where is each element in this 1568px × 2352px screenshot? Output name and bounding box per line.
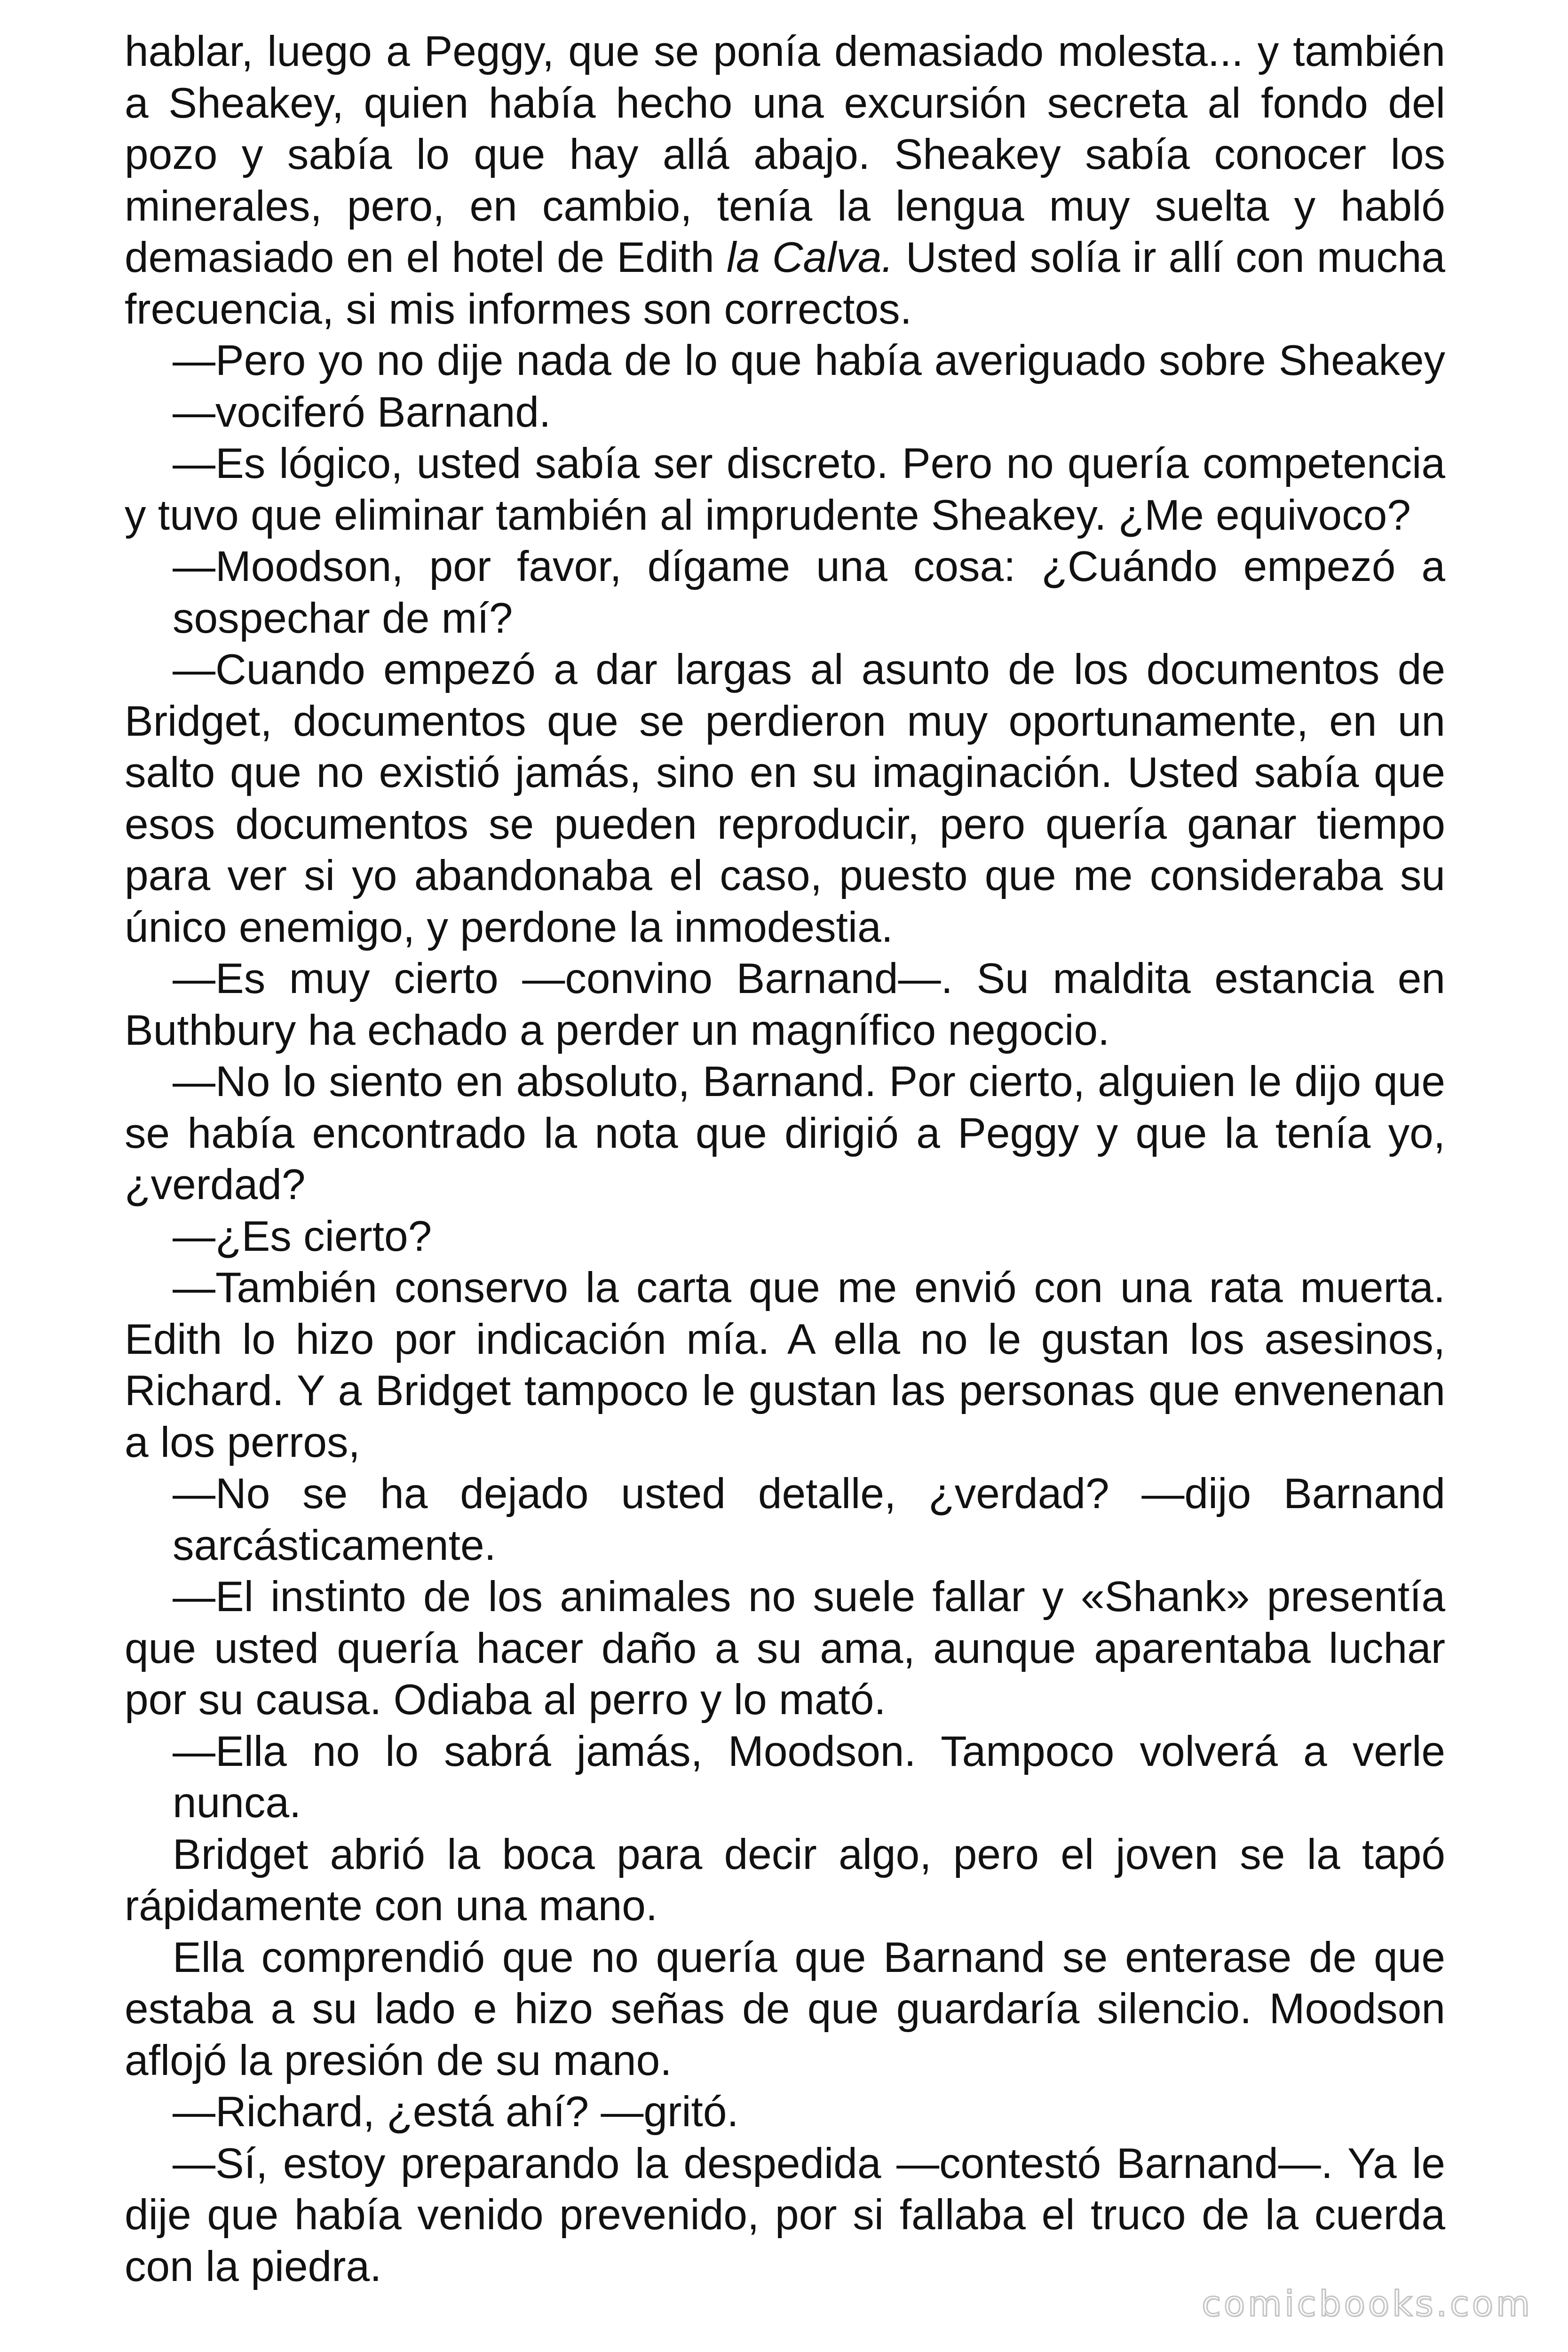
paragraph-14: Ella comprendió que no quería que Barnand se enterase de que estaba a su lado e hizo señas de que guardaría silencio. Moodson aflojó la presión de su mano.	[125, 1933, 1445, 2084]
paragraph-6: —Es muy cierto —convino Barnand—. Su maldita estancia en Buthbury ha echado a perder un magnífico negocio.	[125, 955, 1445, 1054]
paragraph-text: hablar, luego a Peggy, que se ponía demasiado molesta... y también a Sheakey, quien había hecho una excursión secreta al fondo del pozo y sabía lo que hay allá abajo. Sheakey sabía conocer los minerales, pero, en cambio, tenía la lengua muy suelta y habló demasiado en el hotel de Edith	[125, 28, 1445, 281]
italic-text: la Calva.	[726, 234, 894, 281]
watermark-logo: comicbooks.com	[1202, 2284, 1533, 2324]
paragraph-16: —Sí, estoy preparando la despedida —contestó Barnand—. Ya le dije que había venido prevenido, por si fallaba el truco de la cuerda con la piedra.	[125, 2139, 1445, 2290]
paragraph-10: —No se ha dejado usted detalle, ¿verdad? —dijo Barnand sarcásticamente.	[173, 1470, 1445, 1569]
paragraph-15: —Richard, ¿está ahí? —gritó.	[173, 2088, 739, 2136]
paragraph-3: —Es lógico, usted sabía ser discreto. Pero no quería competencia y tuvo que eliminar también al imprudente Sheakey. ¿Me equivoco?	[125, 440, 1445, 539]
paragraph-4: —Moodson, por favor, dígame una cosa: ¿Cuándo empezó a sospechar de mí?	[173, 543, 1445, 642]
paragraph-2: —Pero yo no dije nada de lo que había averiguado sobre Sheakey —vociferó Barnand.	[173, 337, 1445, 436]
paragraph-5: —Cuando empezó a dar largas al asunto de los documentos de Bridget, documentos que se perdieron muy oportunamente, en un salto que no existió jamás, sino en su imaginación. Usted sabía que esos documentos se pueden reproducir, pero quería ganar tiempo para ver si yo abandonaba el caso, puesto que me consideraba su único enemigo, y perdone la inmodestia.	[125, 646, 1445, 951]
page-body	[125, 26, 1445, 2292]
paragraph-9: —También conservo la carta que me envió con una rata muerta. Edith lo hizo por indicación mía. A ella no le gustan los asesinos, Richard. Y a Bridget tampoco le gustan las personas que envenenan a los perros,	[125, 1264, 1445, 1466]
paragraph-8: —¿Es cierto?	[173, 1212, 432, 1260]
paragraph-7: —No lo siento en absoluto, Barnand. Por cierto, alguien le dijo que se había encontrado la nota que dirigió a Peggy y que la tenía yo, ¿verdad?	[125, 1058, 1445, 1208]
paragraph-13: Bridget abrió la boca para decir algo, pero el joven se la tapó rápidamente con una mano.	[125, 1830, 1445, 1930]
paragraph-1	[125, 26, 1445, 335]
paragraph-11: —El instinto de los animales no suele fallar y «Shank» presentía que usted quería hacer daño a su ama, aunque aparentaba luchar por su causa. Odiaba al perro y lo mató.	[125, 1573, 1445, 1724]
paragraph-text: Usted solía ir allí con mucha frecuencia, si mis informes son correctos.	[125, 234, 1446, 333]
paragraph-12: —Ella no lo sabrá jamás, Moodson. Tampoco volverá a verle nunca.	[173, 1727, 1445, 1827]
